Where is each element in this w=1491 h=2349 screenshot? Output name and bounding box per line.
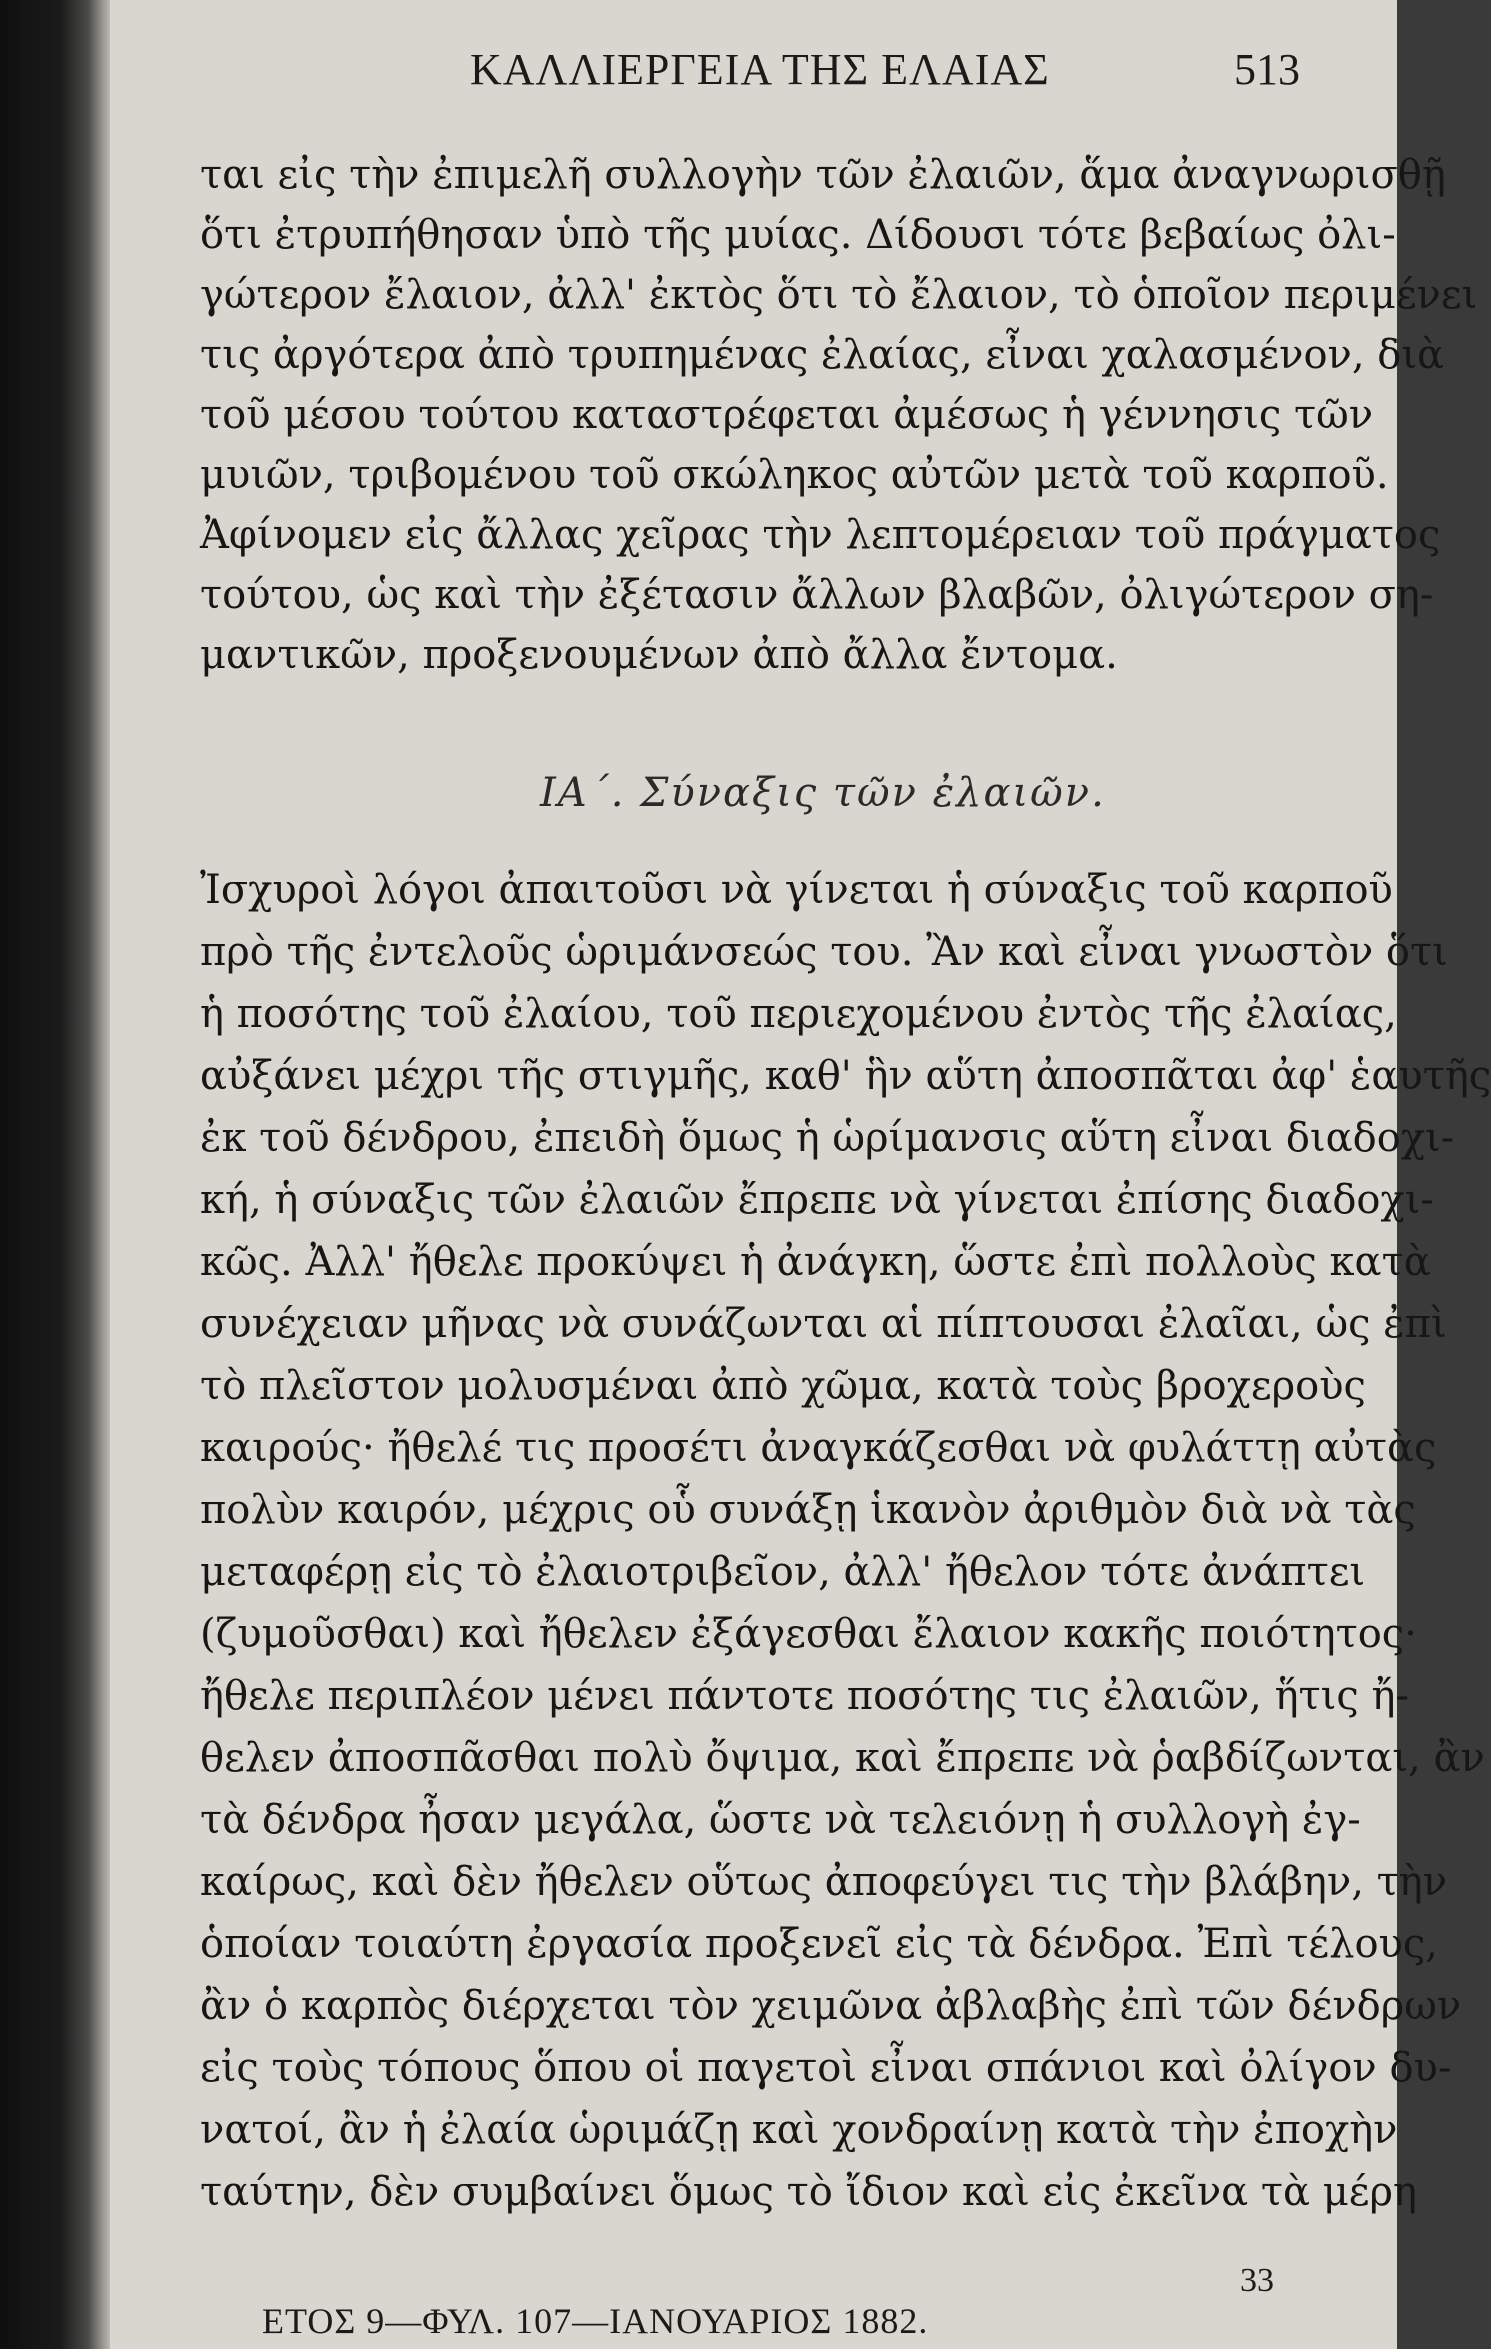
text-line: πρὸ τῆς ἐντελοῦς ὡριμάνσεώς του. Ἂν καὶ εἶναι γνωστὸν ὅτι [200,929,1448,975]
signature-mark: 33 [1240,2262,1274,2299]
text-line: πολὺν καιρόν, μέχρις οὗ συνάξῃ ἱκανὸν ἀριθμὸν διὰ νὰ τὰς [200,1487,1416,1533]
text-line: (ζυμοῦσθαι) καὶ ἤθελεν ἐξάγεσθαι ἔλαιον κακῆς ποιότητος· [200,1611,1417,1657]
text-line: ἐκ τοῦ δένδρου, ἐπειδὴ ὅμως ἡ ὡρίμανσις αὕτη εἶναι διαδοχι- [200,1115,1455,1161]
text-line: τὰ δένδρα ἦσαν μεγάλα, ὥστε νὰ τελειόνῃ ἡ συλλογὴ ἐγ- [200,1797,1361,1843]
text-line: ταύτην, δὲν συμβαίνει ὅμως τὸ ἴδιον καὶ εἰς ἐκεῖνα τὰ μέρη [200,2169,1417,2215]
text-line: θελεν ἀποσπᾶσθαι πολὺ ὄψιμα, καὶ ἔπρεπε νὰ ῥαβδίζωνται, ἂν [200,1735,1485,1781]
text-line: ἂν ὁ καρπὸς διέρχεται τὸν χειμῶνα ἀβλαβὴς ἐπὶ τῶν δένδρων [200,1983,1462,2029]
text-line: καίρως, καὶ δὲν ἤθελεν οὕτως ἀποφεύγει τις τὴν βλάβην, τὴν [200,1859,1448,1905]
text-line: καιρούς· ἤθελέ τις προσέτι ἀναγκάζεσθαι νὰ φυλάττῃ αὐτὰς [200,1425,1437,1471]
text-line: νατοί, ἂν ἡ ἐλαία ὡριμάζῃ καὶ χονδραίνῃ κατὰ τὴν ἐποχὴν [200,2107,1398,2153]
text-line: ὅτι ἐτρυπήθησαν ὑπὸ τῆς μυίας. Δίδουσι τότε βεβαίως ὀλι- [200,212,1396,258]
text-line: τις ἀργότερα ἀπὸ τρυπημένας ἐλαίας, εἶναι χαλασμένον, διὰ [200,332,1445,378]
text-line: αὐξάνει μέχρι τῆς στιγμῆς, καθ' ἣν αὕτη ἀποσπᾶται ἀφ' ἑαυτῆς [200,1053,1491,1099]
text-line: μυιῶν, τριβομένου τοῦ σκώληκος αὐτῶν μετὰ τοῦ καρποῦ. [200,452,1389,498]
text-line: τὸ πλεῖστον μολυσμέναι ἀπὸ χῶμα, κατὰ τοὺς βροχεροὺς [200,1363,1366,1409]
text-line: εἰς τοὺς τόπους ὅπου οἱ παγετοὶ εἶναι σπάνιοι καὶ ὀλίγον δυ- [200,2045,1452,2091]
text-line: ὁποίαν τοιαύτη ἐργασία προξενεῖ εἰς τὰ δένδρα. Ἐπὶ τέλους, [200,1921,1438,1967]
section-title: ΙΑ΄. Σύναξις τῶν ἐλαιῶν. [540,770,1106,816]
book-spine-shadow [0,0,110,2349]
page-footer: ΕΤΟΣ 9—ΦΥΛ. 107—ΙΑΝΟΥΑΡΙΟΣ 1882. [262,2301,929,2341]
text-line: μεταφέρῃ εἰς τὸ ἐλαιοτριβεῖον, ἀλλ' ἤθελον τότε ἀνάπτει [200,1549,1366,1595]
text-line: μαντικῶν, προξενουμένων ἀπὸ ἄλλα ἔντομα. [200,632,1118,678]
text-line: συνέχειαν μῆνας νὰ συνάζωνται αἱ πίπτουσαι ἐλαῖαι, ὡς ἐπὶ [200,1301,1447,1347]
text-line: κῶς. Ἀλλ' ἤθελε προκύψει ἡ ἀνάγκη, ὥστε ἐπὶ πολλοὺς κατὰ [200,1239,1431,1285]
page-number: 513 [1234,45,1300,94]
text-line: Ἰσχυροὶ λόγοι ἀπαιτοῦσι νὰ γίνεται ἡ σύναξις τοῦ καρποῦ [200,867,1393,913]
running-head: ΚΑΛΛΙΕΡΓΕΙΑ ΤΗΣ ΕΛΑΙΑΣ [470,45,1050,94]
text-line: τοῦ μέσου τούτου καταστρέφεται ἀμέσως ἡ γέννησις τῶν [200,392,1374,438]
text-line: ἤθελε περιπλέον μένει πάντοτε ποσότης τις ἐλαιῶν, ἥτις ἤ- [200,1673,1409,1719]
page-header [200,44,1300,114]
text-line: τούτου, ὡς καὶ τὴν ἐξέτασιν ἄλλων βλαβῶν, ὀλιγώτερον ση- [200,572,1434,618]
text-line: Ἀφίνομεν εἰς ἄλλας χεῖρας τὴν λεπτομέρειαν τοῦ πράγματος [200,512,1441,558]
text-line: ἡ ποσότης τοῦ ἐλαίου, τοῦ περιεχομένου ἐντὸς τῆς ἐλαίας, [200,991,1397,1037]
text-line: γώτερον ἔλαιον, ἀλλ' ἐκτὸς ὅτι τὸ ἔλαιον, τὸ ὁποῖον περιμένει [200,272,1478,318]
text-line: κή, ἡ σύναξις τῶν ἐλαιῶν ἔπρεπε νὰ γίνεται ἐπίσης διαδοχι- [200,1177,1434,1223]
text-line: ται εἰς τὴν ἐπιμελῆ συλλογὴν τῶν ἐλαιῶν, ἅμα ἀναγνωρισθῇ [200,152,1446,198]
